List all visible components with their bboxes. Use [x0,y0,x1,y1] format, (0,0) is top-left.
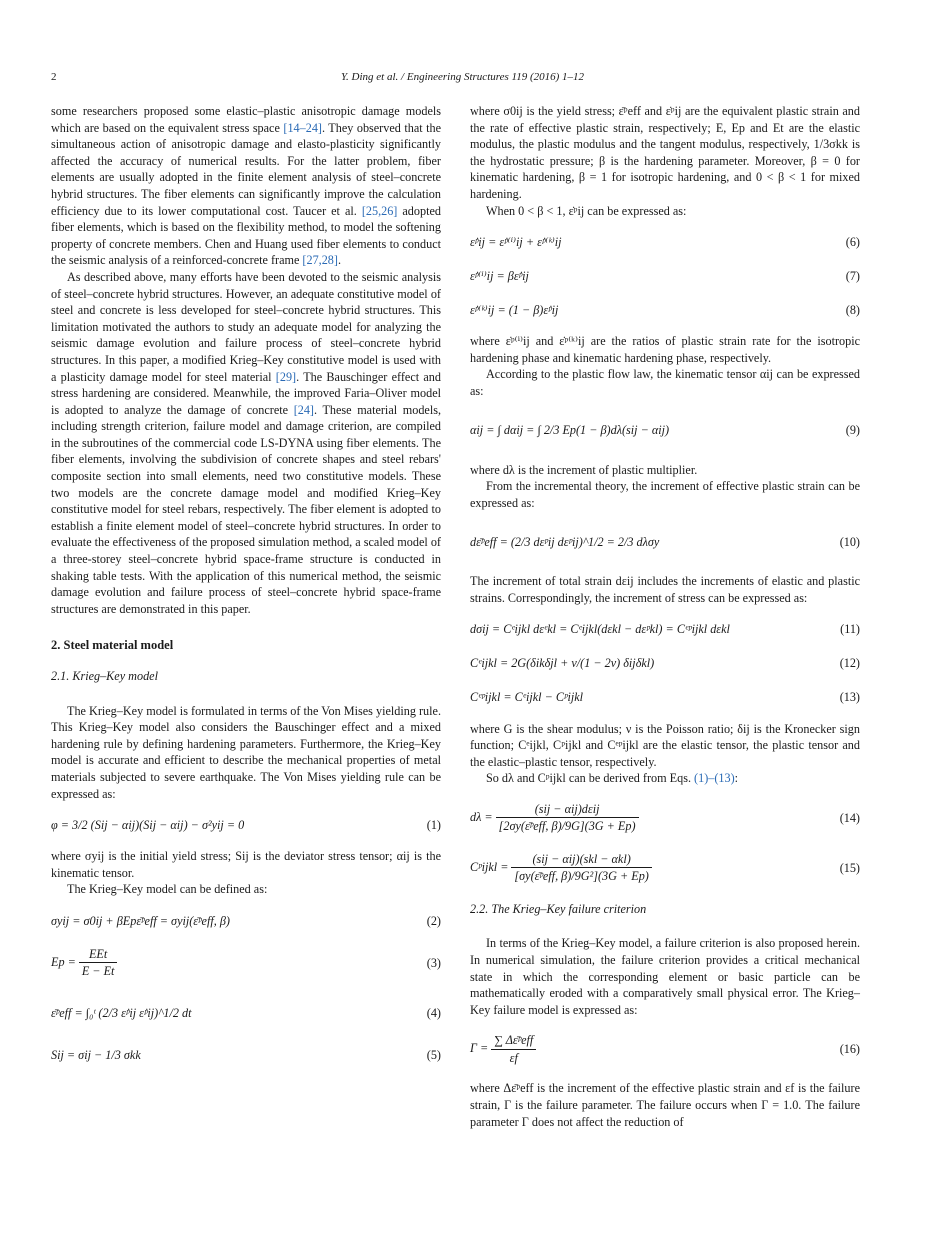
left-column [51,103,441,1078]
equation: ε̄ᵖeff = ∫₀ᵗ (2/3 ε̇ᵖij ε̇ᵖij)^1/2 dt (4) [51,1005,441,1020]
paragraph: where Δε̄ᵖeff is the increment of the effective plastic strain and εf is the failure strain, Γ is the failure parameter. The failure occurs when Γ = 1.0. The failure parameter Γ does not affect the reduction of [470,1081,860,1129]
equation: Cᵖijkl = $\frac{\text{(sij − αij)(skl − αkl)}}{\text{[σy(ε̄ᵖeff, β)/9G²](3G + Ep)}}$ (15) [470,851,860,884]
equation: ε̇ᵖ⁽ⁱ⁾ij = βε̇ᵖij (7) [470,268,860,283]
citation-link[interactable]: [27,28] [302,253,338,268]
page-number: 2 [51,71,57,83]
citation-link[interactable]: [14–24] [283,120,322,135]
paragraph: where G is the shear modulus; ν is the Poisson ratio; δij is the Kronecker sign function; Cᵉijkl, Cᵖijkl and Cᵉᵖijkl are the elastic tensor, the plastic tensor and the elastic–plastic tensor, respectively. [470,721,860,769]
paragraph: The increment of total strain dεij includes the increments of elastic and plastic strains. Correspondingly, the increment of stress can be expressed as: [470,574,860,605]
equation: Cᵉijkl = 2G(δikδjl + ν/(1 − 2ν) δijδkl) (12) [470,656,860,671]
citation-link[interactable]: [25,26] [361,203,398,218]
equation: Sij = σij − 1/3 σkk (5) [51,1047,441,1062]
paragraph: According to the plastic flow law, the kinematic tensor αij can be expressed as: [470,367,860,398]
paragraph: some researchers proposed some elastic–plastic anisotropic damage models which are based on the equivalent stress space [14–24]. They observed that the simultaneous action of anisotropic damage and elasto-plasticity significantly affected the accuracy of numerical results. For the latter problem, fiber elements are usually adopted in the finite element analysis of steel–concrete hybrid structures. The fiber elements can significantly improve the calculation efficiency due to its lower computational cost. Taucer et al. [25,26] adopted fiber elements, which is based on the flexibility method, to model the softening property of concrete members. Chen and Huang used fiber elements to conduct the seismic analysis of a reinforced-concrete frame [27,28]. [51,104,442,268]
paragraph: where ε̇ᵖ⁽ⁱ⁾ij and ε̇ᵖ⁽ᵏ⁾ij are the ratios of plastic strain rate for the isotropic hardening phase and kinematic hardening phase, respectively. [470,334,860,365]
subsection-heading: 2.1. Krieg–Key model [51,669,158,683]
paragraph: So dλ and Cᵖijkl can be derived from Eqs. (1)–(13): [486,771,739,786]
running-head: Y. Ding et al. / Engineering Structures 119 (2016) 1–12 [340,71,585,83]
paragraph: The Krieg–Key model is formulated in terms of the Von Mises yielding rule. This Krieg–Key model also considers the Bauschinger effect and a mixed hardening rule by defining hardening parameters. Furthermore, the Krieg–Key model is accurate and efficient to describe the mechanical properties of metal materials subjected to severe earthquake. The Von Mises yielding rule can be expressed as: [51,703,441,801]
equation: dλ = $\frac{\text{(sij − αij)dεij}}{\text{[2σy(ε̄ᵖeff, β)/9G](3G + Ep)}}$ (14) [470,801,860,834]
paragraph: where σ0ij is the yield stress; ε̄ᵖeff and ε̇ᵖij are the equivalent plastic strain and the rate of effective plastic strain, respectively; E, Ep and Et are the elastic modulus, the plastic modulus and the tangent modulus, respectively, 1/3σkk is the hydrostatic pressure; β is the hardening parameter. Moreover, β = 0 for kinematic hardening, β = 1 for isotropic hardening, and 0 < β < 1 for mixed hardening. [470,104,860,201]
paragraph: As described above, many efforts have been devoted to the seismic analysis of steel–concrete hybrid structures. However, an adequate constitutive model of steel and concrete is less developed for steel–concrete hybrid structures. This limitation motivated the authors to study an adequate model for analyzing the seismic damage evolution and failure process of steel–concrete hybrid structures. In this paper, a modified Krieg–Key constitutive model is used with a plasticity damage model for steel material [29]. The Bauschinger effect and stress hardening are considered. Meanwhile, the improved Faria–Oliver model is adopted to analyze the damage of concrete [24]. These material models, including strength criterion, failure model and damage criterion, are compiled in the subroutines of the commercial code LS-DYNA using fiber elements. The fiber elements, involving the subdivision of concrete shapes and steel rebars' composite section into small elements, need two constitutive models. These two models are the concrete damage model and modified Krieg–Key constitutive model for steel rebars, respectively. The fiber element is adopted to establish a finite element model of steel–concrete hybrid structures. In order to evaluate the effectiveness of the proposed simulation method, a scaled model of a three-storey steel–concrete hybrid space-frame structure is conducted in shaking table tests. With the application of this numerical method, the seismic damage evolution and failure process of steel–concrete hybrid space-frame structures are demonstrated in this paper. [51,269,442,616]
paragraph: When 0 < β < 1, ε̇ᵖij can be expressed as: [486,203,687,218]
citation-link[interactable]: [24] [293,402,314,417]
equation: φ = 3/2 (Sij − αij)(Sij − αij) − σ²yij = 0 (1) [51,817,441,832]
equation: ε̇ᵖij = ε̇ᵖ⁽ⁱ⁾ij + ε̇ᵖ⁽ᵏ⁾ij (6) [470,234,860,249]
subsection-heading: 2.2. The Krieg–Key failure criterion [470,901,647,916]
equation-reference-link[interactable]: (1)–(13) [694,771,735,786]
equation: σyij = σ0ij + βEpε̄ᵖeff = σyij(ε̄ᵖeff, β) (2) [51,913,441,928]
paragraph: The Krieg–Key model can be defined as: [67,882,268,897]
equation: ε̇ᵖ⁽ᵏ⁾ij = (1 − β)ε̇ᵖij (8) [470,302,860,317]
equation: Cᵉᵖijkl = Cᵉijkl − Cᵖijkl (13) [470,690,860,705]
citation-link[interactable]: [29] [275,369,297,384]
right-column [470,103,860,1130]
equation: dσij = Cᵉijkl dεᵉkl = Cᵉijkl(dεkl − dεᵖkl) = Cᵉᵖijkl dεkl (11) [470,622,860,637]
equation: dε̄ᵖeff = (2/3 dεᵖij dεᵖij)^1/2 = 2/3 dλσy (10) [470,535,860,550]
paragraph: where dλ is the increment of plastic multiplier. [470,462,698,477]
equation: Ep = $\frac{\text{EEt}}{E - Et}$ (3) [51,946,441,979]
section-heading: 2. Steel material model [51,638,174,653]
equation: Γ = $\frac{\text{∑ Δε̄ᵖeff}}{\varepsilon f}$ (16) [470,1033,860,1065]
paragraph: where σyij is the initial yield stress; Sij is the deviator stress tensor; αij is the kinematic tensor. [51,849,441,880]
paragraph: In terms of the Krieg–Key model, a failure criterion is also proposed herein. In numerical simulation, the failure criterion provides a critical mechanical state in which the corresponding element or basic particle can be mathematically eroded with a comparatively small physical error. The Krieg–Key failure model is expressed as: [470,936,860,1017]
equation: αij = ∫ dαij = ∫ 2/3 Ep(1 − β)dλ(sij − αij) (9) [470,423,860,438]
paragraph: From the incremental theory, the increment of effective plastic strain can be expressed as: [470,479,860,510]
